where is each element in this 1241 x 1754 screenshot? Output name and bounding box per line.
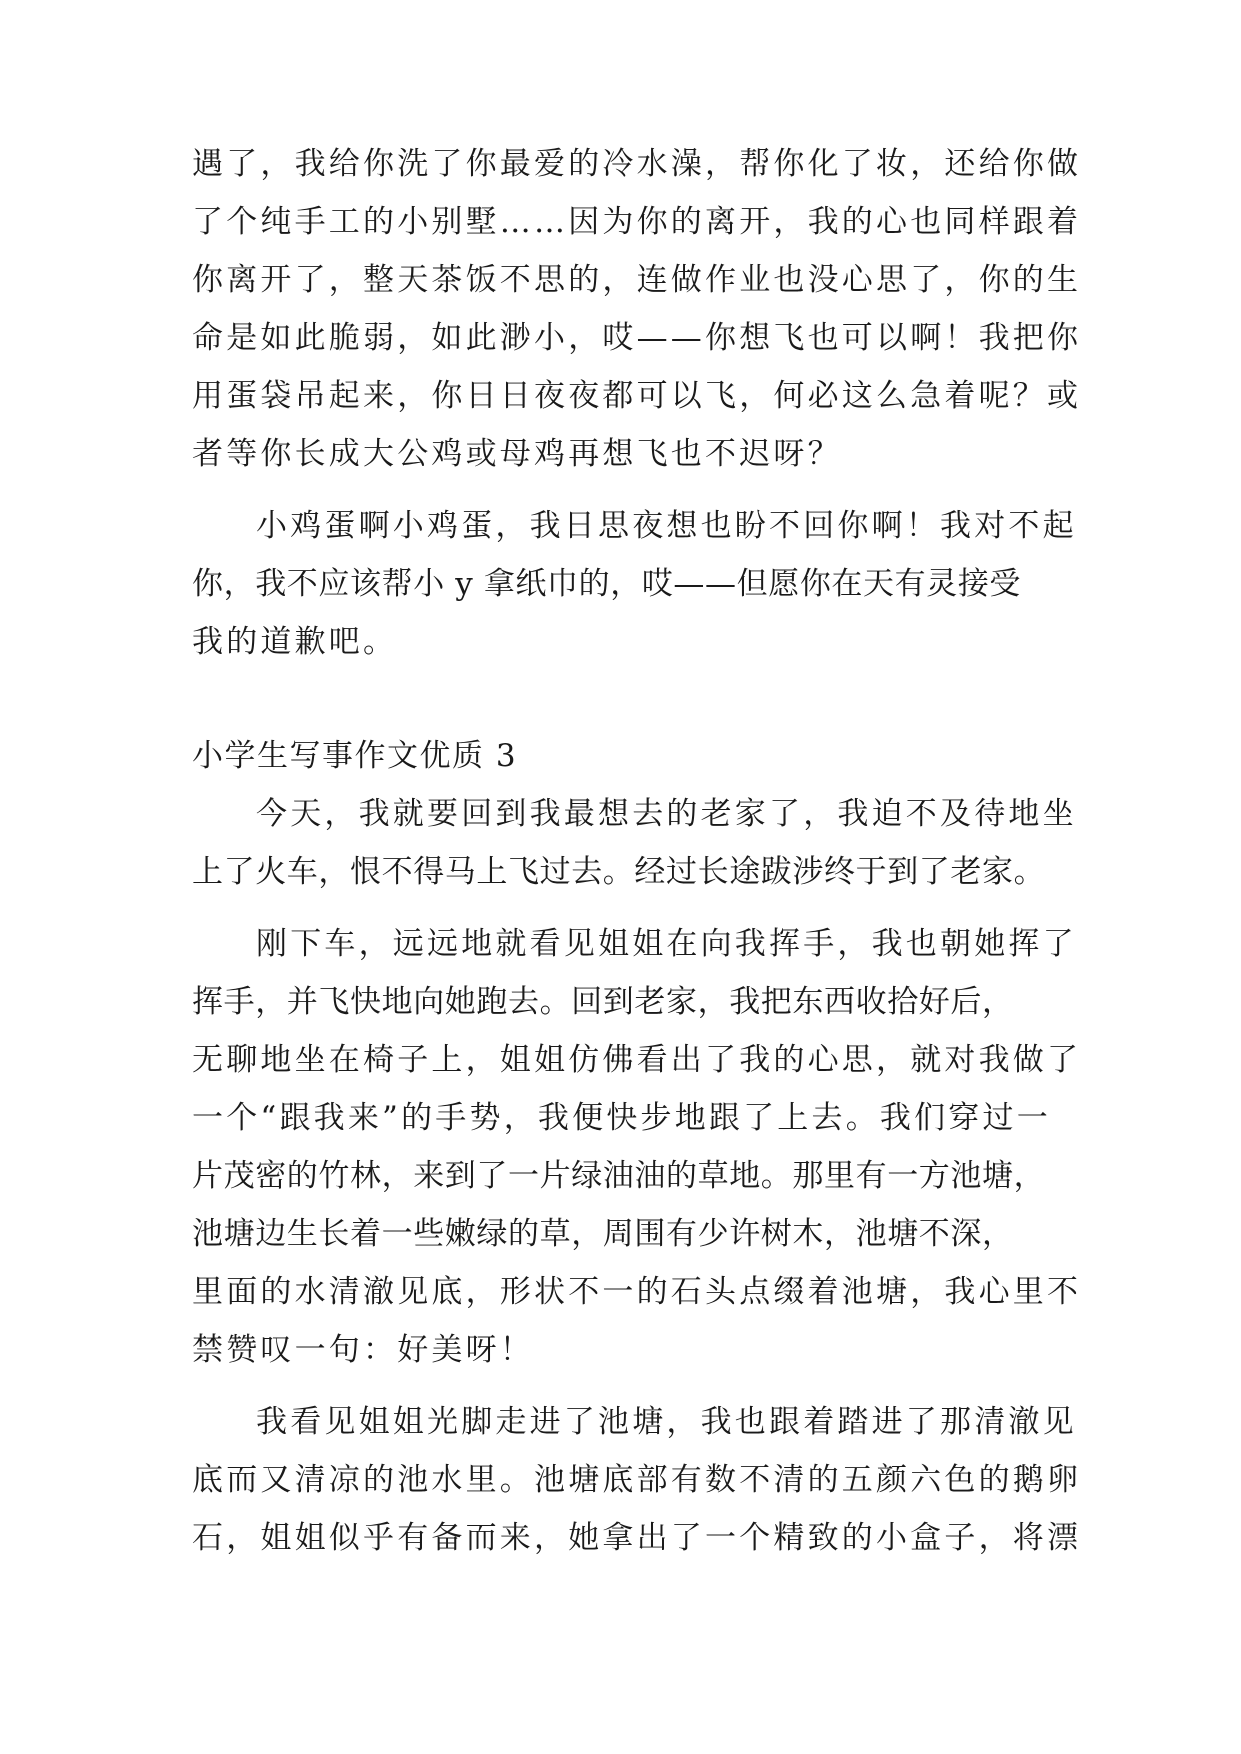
text-line: 石，姐姐似乎有备而来，她拿出了一个精致的小盒子，将漂 — [192, 1520, 1082, 1556]
text-line: 了个纯手工的小别墅……因为你的离开，我的心也同样跟着 — [192, 204, 1082, 240]
text-line: 挥手，并飞快地向她跑去。回到老家，我把东西收拾好后， — [192, 984, 1014, 1020]
text-line: 今天，我就要回到我最想去的老家了，我迫不及待地坐 — [256, 796, 1077, 832]
text-line: 我看见姐姐光脚走进了池塘，我也跟着踏进了那清澈见 — [256, 1404, 1077, 1440]
text-line: 上了火车，恨不得马上飞过去。经过长途跋涉终于到了老家。 — [192, 854, 1046, 890]
section-heading: 小学生写事作文优质 3 — [192, 738, 518, 774]
text-line: 小鸡蛋啊小鸡蛋，我日思夜想也盼不回你啊！我对不起 — [256, 508, 1077, 544]
text-line: 刚下车，远远地就看见姐姐在向我挥手，我也朝她挥了 — [256, 926, 1077, 962]
text-line: 你，我不应该帮小 y 拿纸巾的，哎——但愿你在天有灵接受 — [192, 566, 1022, 602]
text-line: 你离开了，整天茶饭不思的，连做作业也没心思了，你的生 — [192, 262, 1082, 298]
text-line: 命是如此脆弱，如此渺小，哎——你想飞也可以啊！我把你 — [192, 320, 1082, 356]
text-line: 遇了，我给你洗了你最爱的冷水澡，帮你化了妆，还给你做 — [192, 146, 1082, 182]
text-line: 禁赞叹一句：好美呀！ — [192, 1332, 534, 1368]
text-line: 底而又清凉的池水里。池塘底部有数不清的五颜六色的鹅卵 — [192, 1462, 1082, 1498]
text-line: 者等你长成大公鸡或母鸡再想飞也不迟呀？ — [192, 436, 842, 472]
text-line: 一个“跟我来”的手势，我便快步地跟了上去。我们穿过一 — [192, 1100, 1051, 1136]
text-line: 片茂密的竹林，来到了一片绿油油的草地。那里有一方池塘， — [192, 1158, 1046, 1194]
text-line: 池塘边生长着一些嫩绿的草，周围有少许树木，池塘不深， — [192, 1216, 1014, 1252]
text-line: 里面的水清澈见底，形状不一的石头点缀着池塘，我心里不 — [192, 1274, 1082, 1310]
text-line: 用蛋袋吊起来，你日日夜夜都可以飞，何必这么急着呢？或 — [192, 378, 1082, 414]
text-line: 无聊地坐在椅子上，姐姐仿佛看出了我的心思，就对我做了 — [192, 1042, 1082, 1078]
text-line: 我的道歉吧。 — [192, 624, 398, 660]
